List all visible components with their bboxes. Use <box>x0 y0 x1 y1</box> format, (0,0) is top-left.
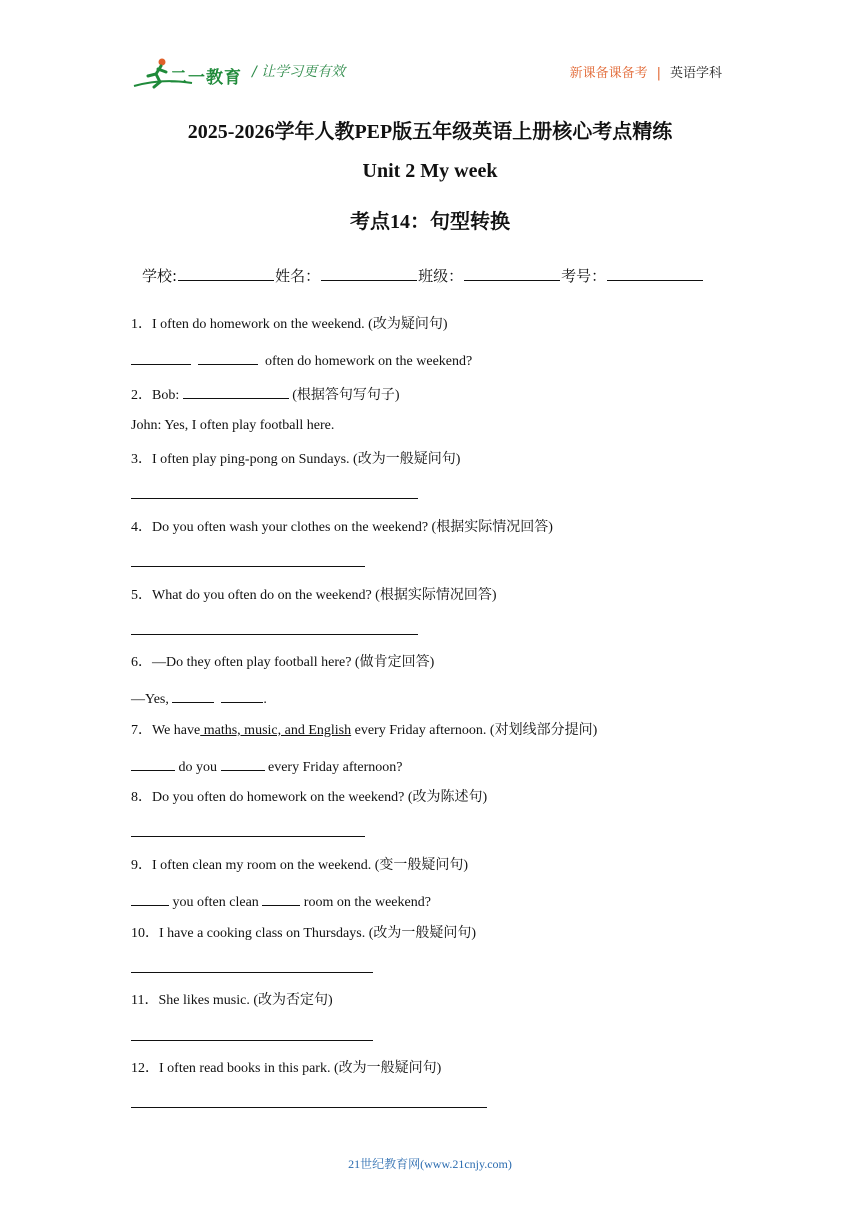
question-12-prompt: 12．I often read books in this park. (改为一般疑问句) <box>131 1061 442 1076</box>
student-info-line <box>142 264 704 286</box>
answer-text: do you <box>175 760 221 775</box>
answer-text: you often clean <box>169 895 263 910</box>
question-4-answer-line[interactable] <box>131 566 365 567</box>
question-4-prompt: 4．Do you often wash your clothes on the weekend? (根据实际情况回答) <box>131 520 553 535</box>
class-blank[interactable] <box>464 264 560 281</box>
question-10-answer-line[interactable] <box>131 972 373 973</box>
question-3-answer-line[interactable] <box>131 498 418 499</box>
question-12-answer-line[interactable] <box>131 1107 487 1108</box>
question-1-prompt: 1．I often do homework on the weekend. (改为疑问句) <box>131 317 448 332</box>
tag-subject: 英语学科 <box>669 66 722 81</box>
answer-blank[interactable] <box>131 891 169 906</box>
answer-text: room on the weekend? <box>300 895 431 910</box>
answer-text: every Friday afternoon? <box>264 760 403 775</box>
footer-source: 21世纪教育网(www.21cnjy.com) <box>348 1157 512 1171</box>
answer-blank[interactable] <box>221 756 265 771</box>
question-8-prompt: 8．Do you often do homework on the weekend? (改为陈述句) <box>131 790 488 805</box>
question-9-prompt: 9．I often clean my room on the weekend. (变一般疑问句) <box>131 858 469 873</box>
prompt-text: every Friday afternoon. (对划线部分提问) <box>351 723 598 738</box>
question-7-answer <box>131 756 403 777</box>
question-9-answer <box>131 891 431 912</box>
prompt-text: 2．Bob: <box>131 388 183 403</box>
question-6-prompt: 6．—Do they often play football here? (做肯定回答) <box>131 655 435 670</box>
answer-blank[interactable] <box>221 688 263 703</box>
exam-number-label: 考号： <box>561 267 607 285</box>
question-8-answer-line[interactable] <box>131 836 365 837</box>
answer-blank[interactable] <box>131 350 191 365</box>
answer-text: often do homework on the weekend? <box>265 354 473 369</box>
slogan: / 让学习更有效 <box>252 64 346 80</box>
answer-blank[interactable] <box>198 350 258 365</box>
question-6-answer <box>131 688 267 709</box>
brand-name: 二一教育 <box>170 68 242 88</box>
header-tags <box>570 62 722 81</box>
prompt-text: 7．We have <box>131 723 201 738</box>
question-10-prompt: 10．I have a cooking class on Thursdays. (改为一般疑问句) <box>131 926 477 941</box>
question-2-prompt <box>131 384 400 405</box>
school-label: 学校: <box>142 267 178 285</box>
tag-course-prep: 新课备课备考 <box>569 66 648 81</box>
question-1-answer <box>131 350 472 371</box>
topic-title: 考点14：句型转换 <box>350 211 510 233</box>
question-5-answer-line[interactable] <box>131 634 418 635</box>
question-2-reply: John: Yes, I often play football here. <box>131 418 335 433</box>
underlined-part: maths, music, and English <box>200 723 352 738</box>
question-7-prompt <box>131 722 597 740</box>
question-11-prompt: 11．She likes music. (改为否定句) <box>131 993 333 1008</box>
answer-blank[interactable] <box>183 384 289 399</box>
question-11-answer-line[interactable] <box>131 1040 373 1041</box>
class-label: 班级： <box>418 267 464 285</box>
tag-separator: | <box>656 66 661 81</box>
prompt-text: (根据答句写句子) <box>288 388 400 403</box>
answer-blank[interactable] <box>172 688 214 703</box>
school-blank[interactable] <box>178 264 274 281</box>
answer-text: —Yes, <box>131 692 173 707</box>
question-5-prompt: 5．What do you often do on the weekend? (根据实际情况回答) <box>131 588 497 603</box>
exam-number-blank[interactable] <box>607 264 703 281</box>
name-blank[interactable] <box>321 264 417 281</box>
unit-title: Unit 2 My week <box>362 160 498 182</box>
main-title: 2025-2026学年人教PEP版五年级英语上册核心考点精练 <box>187 121 673 143</box>
name-label: 姓名： <box>275 267 321 285</box>
answer-blank[interactable] <box>131 756 175 771</box>
answer-text: . <box>263 692 267 707</box>
question-3-prompt: 3．I often play ping-pong on Sundays. (改为一般疑问句) <box>131 452 461 467</box>
answer-blank[interactable] <box>262 891 300 906</box>
